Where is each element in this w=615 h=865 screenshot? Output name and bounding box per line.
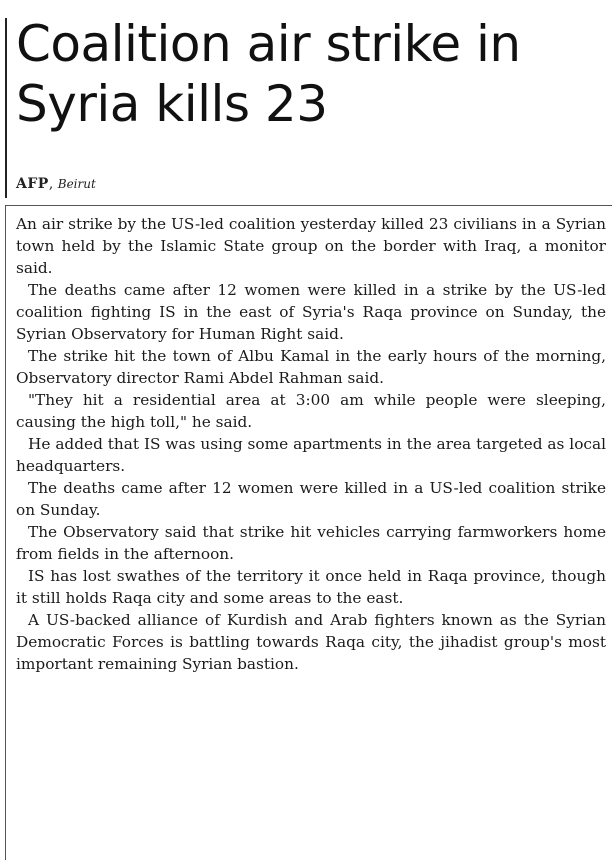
headline: Coalition air strike in Syria kills 23 [16,15,521,133]
byline-agency: AFP [16,176,49,192]
article-body [16,213,606,675]
byline-place: Beirut [57,177,96,191]
paragraph: IS has lost swathes of the territory it once held in Raqa province, though it still holds Raqa city and some areas to the east. [16,567,606,607]
paragraph: "They hit a residential area at 3:00 am while people were sleeping, causing the high toll," he said. [16,391,606,431]
byline [16,176,96,192]
paragraph: An air strike by the US-led coalition yesterday killed 23 civilians in a Syrian town held by the Islamic State group on the border with Iraq, a monitor said. [16,215,606,277]
paragraph: The strike hit the town of Albu Kamal in the early hours of the morning, Observatory director Rami Abdel Rahman said. [16,347,606,387]
paragraph: The Observatory said that strike hit vehicles carrying farmworkers home from fields in the afternoon. [16,523,606,563]
body-top-rule [5,205,612,206]
byline-separator: , [48,176,54,192]
headline-rule [5,18,7,198]
paragraph: The deaths came after 12 women were killed in a strike by the US-led coalition fighting IS in the east of Syria's Raqa province on Sunday, the Syrian Observatory for Human Right said. [16,281,606,343]
paragraph: He added that IS was using some apartments in the area targeted as local headquarters. [16,435,606,475]
paragraph: A US-backed alliance of Kurdish and Arab fighters known as the Syrian Democratic Forces is battling towards Raqa city, the jihadist group's most important remaining Syrian bastion. [16,611,606,673]
body-left-rule [5,205,6,860]
paragraph: The deaths came after 12 women were killed in a US-led coalition strike on Sunday. [16,479,606,519]
